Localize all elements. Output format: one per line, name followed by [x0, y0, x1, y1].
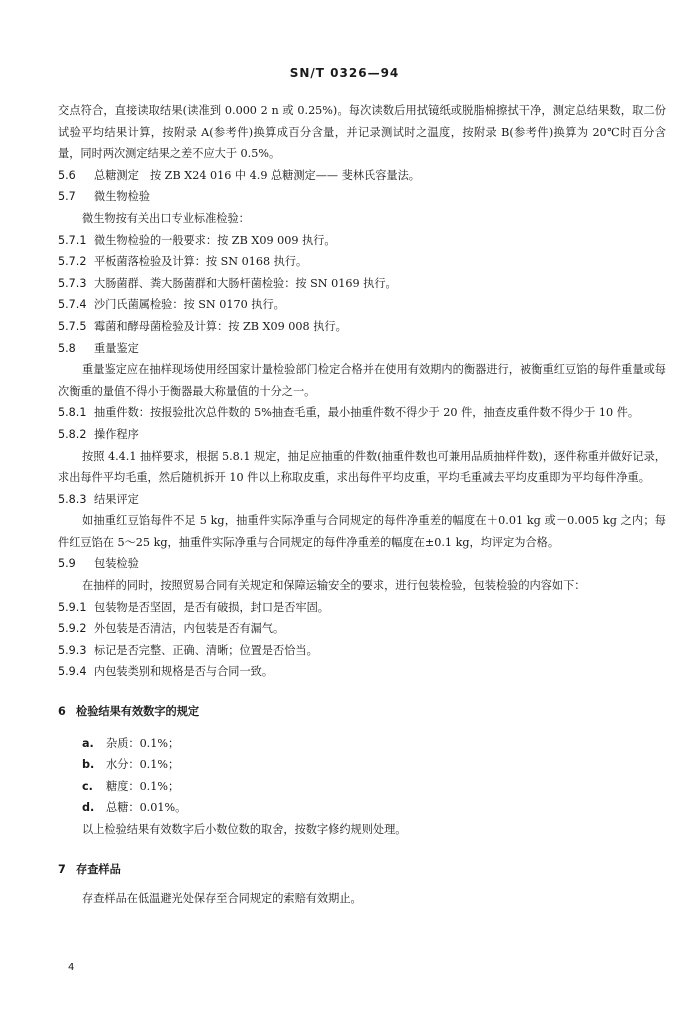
section-title: 微生物检验 [94, 190, 150, 204]
item-label: d. [82, 801, 95, 815]
list-item [58, 618, 666, 640]
item-number: 5.7.2 [58, 255, 87, 269]
item-text: 沙门氏菌属检验：按 SN 0170 执行。 [94, 298, 285, 312]
item-text: 糖度：0.1%； [106, 779, 180, 793]
section-number: 7 [58, 862, 66, 876]
item-text: 总糖：0.01%。 [106, 801, 187, 815]
section-5-9-list [58, 597, 666, 683]
section-5-6 [58, 165, 666, 187]
page-header-doc-code: SN/T 0326—94 [289, 66, 400, 80]
section-6-paragraph: 以上检验结果有效数字后小数位数的取舍，按数字修约规则处理。 [82, 823, 407, 836]
document-body [58, 100, 666, 910]
list-item [58, 273, 666, 295]
item-number: 5.9.2 [58, 622, 87, 636]
item-text: 外包装是否清洁，内包装是否有漏气。 [94, 622, 285, 636]
section-5-8-3-heading [58, 489, 666, 511]
item-text: 大肠菌群、粪大肠菌群和大肠杆菌检验：按 SN 0169 执行。 [94, 276, 397, 290]
list-item [58, 733, 666, 755]
item-number: 5.7.4 [58, 298, 87, 312]
section-5-7-heading [58, 186, 666, 208]
section-5-8-2-heading [58, 424, 666, 446]
list-item [58, 661, 666, 683]
list-item [58, 797, 666, 819]
list-item [58, 316, 666, 338]
list-item [58, 754, 666, 776]
item-text: 包装物是否坚固，是否有破损，封口是否牢固。 [94, 600, 329, 614]
item-number: 5.9.4 [58, 665, 87, 679]
list-item [58, 776, 666, 798]
page-number: 4 [68, 962, 75, 973]
section-number: 5.8.1 [58, 406, 87, 420]
section-number: 5.9 [58, 557, 76, 571]
item-number: 5.9.3 [58, 643, 87, 657]
section-7-paragraph: 存查样品在低温避光处保存至合同规定的索赔有效期止。 [82, 892, 362, 906]
item-number: 5.7.5 [58, 319, 87, 333]
list-item [58, 230, 666, 252]
item-text: 杂质：0.1%； [106, 736, 180, 750]
list-item [58, 251, 666, 273]
item-label: b. [82, 758, 95, 772]
section-title: 检验结果有效数字的规定 [76, 705, 200, 719]
item-text: 内包装类别和规格是否与合同一致。 [94, 665, 274, 679]
item-text: 微生物检验的一般要求：按 ZB X09 009 执行。 [94, 233, 336, 247]
item-number: 5.7.3 [58, 276, 87, 290]
section-5-8-2-paragraph: 按照 4.4.1 抽样要求，根据 5.8.1 规定，抽足应抽重的件数(抽重件数也可兼用品质抽样件数)，逐件称重并做好记录，求出每件平均毛重，然后随机拆开 10 件以上称取皮重，求出每件平均皮重，平均毛重减去平均皮重即为平均每件净重。 [58, 449, 666, 485]
item-label: c. [82, 779, 93, 793]
section-6-list [58, 733, 666, 819]
section-5-8-paragraph: 重量鉴定应在抽样现场使用经国家计量检验部门检定合格并在使用有效期内的衡器进行，被衡重红豆馅的每件重量或每次衡重的量值不得小于衡器最大称量值的十分之一。 [58, 363, 666, 398]
section-5-9-paragraph: 在抽样的同时，按照贸易合同有关规定和保障运输安全的要求，进行包装检验，包装检验的内容如下： [82, 579, 586, 593]
section-number: 5.8.3 [58, 492, 87, 506]
section-title: 包装检验 [94, 557, 139, 571]
section-5-8-heading [58, 338, 666, 360]
item-number: 5.9.1 [58, 600, 87, 614]
section-number: 5.8 [58, 341, 76, 355]
list-item [58, 597, 666, 619]
list-item [58, 294, 666, 316]
item-text: 水分：0.1%； [106, 758, 180, 772]
section-title: 重量鉴定 [94, 341, 139, 355]
section-number: 6 [58, 705, 66, 719]
section-text: 抽重件数：按报验批次总件数的 5%抽查毛重，最小抽重件数不得少于 20 件，抽查皮重件数不得少于 10 件。 [94, 406, 640, 420]
section-text: 总糖测定 按 ZB X24 016 中 4.9 总糖测定—— 斐林氏容量法。 [94, 168, 420, 182]
item-text: 霉菌和酵母菌检验及计算：按 ZB X09 008 执行。 [94, 319, 347, 333]
paragraph-continued: 交点符合，直接读取结果(读准到 0.000 2 n 或 0.25%)。每次读数后用拭镜纸或脱脂棉擦拭干净，测定总结果数，取二份试验平均结果计算，按附录 A(参考件)换算成百分含量，并记录测试时之温度，按附录 B(参考件)换算为 20℃时百分含量，同时两次测定结果之差不应大于 0.5%。 [58, 104, 666, 161]
section-7-heading [58, 859, 666, 881]
section-6-heading [58, 701, 666, 723]
section-title: 结果评定 [94, 492, 139, 506]
section-title: 存查样品 [76, 862, 121, 876]
section-number: 5.6 [58, 168, 76, 182]
item-label: a. [82, 736, 94, 750]
item-number: 5.7.1 [58, 233, 87, 247]
section-title: 操作程序 [94, 427, 139, 441]
section-5-7-intro: 微生物按有关出口专业标准检验： [82, 211, 250, 225]
list-item [58, 640, 666, 662]
section-5-9-heading [58, 553, 666, 575]
section-5-8-1 [58, 402, 666, 424]
item-text: 平板菌落检验及计算：按 SN 0168 执行。 [94, 255, 308, 269]
section-number: 5.7 [58, 190, 76, 204]
section-5-8-3-paragraph: 如抽重红豆馅每件不足 5 kg，抽重件实际净重与合同规定的每件净重差的幅度在＋0.01 kg 或－0.005 kg 之内；每件红豆馅在 5～25 kg，抽重件实际净重与合同规定的每件净重差的幅度在±0.1 kg，均评定为合格。 [58, 514, 666, 549]
item-text: 标记是否完整、正确、清晰；位置是否恰当。 [94, 643, 318, 657]
section-5-7-list [58, 230, 666, 338]
section-number: 5.8.2 [58, 427, 87, 441]
